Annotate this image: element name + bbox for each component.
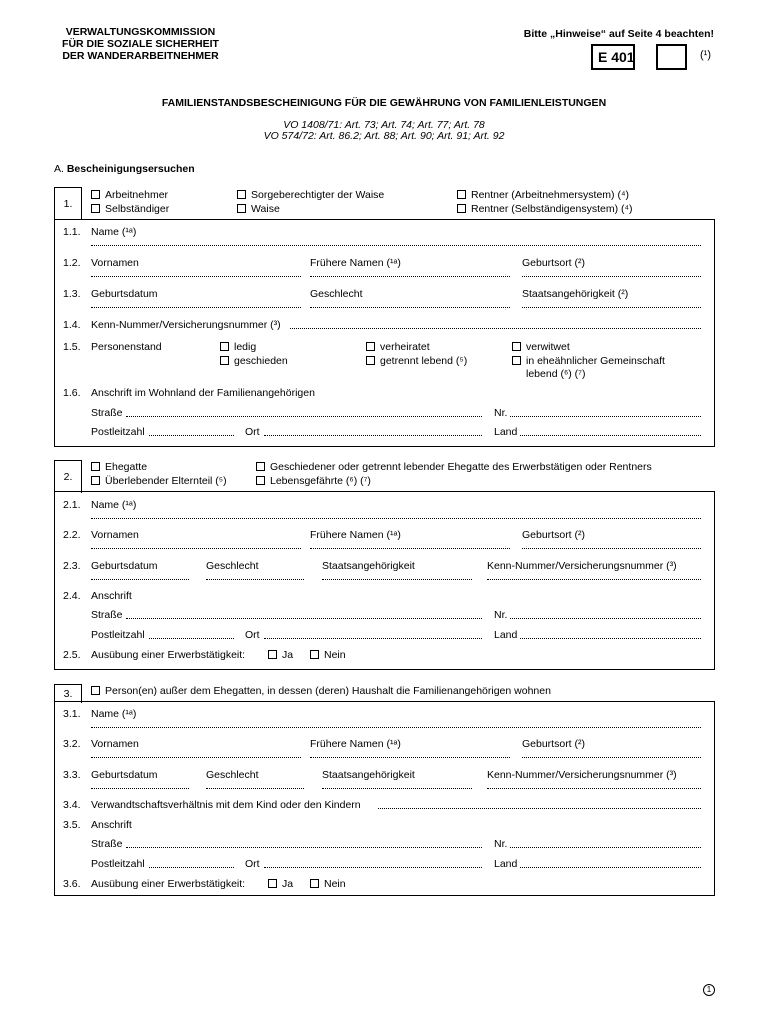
checkbox-nein[interactable] bbox=[310, 878, 346, 890]
field-label-staatsangehoerigkeit: Staatsangehörigkeit bbox=[322, 560, 415, 572]
vornamen-field[interactable] bbox=[91, 276, 301, 277]
field-label-fruehere-namen: Frühere Namen (¹ᵃ) bbox=[310, 738, 401, 750]
row-number: 2.4. bbox=[63, 590, 81, 602]
section-3-number: 3. bbox=[54, 684, 82, 703]
row-number: 1.3. bbox=[63, 288, 81, 300]
vornamen-field[interactable] bbox=[91, 757, 301, 758]
nr-field[interactable] bbox=[510, 847, 701, 848]
field-label-geburtsort: Geburtsort (²) bbox=[522, 529, 586, 541]
field-label-erwerbstaetigkeit: Ausübung einer Erwerbstätigkeit: bbox=[91, 649, 246, 661]
geschlecht-field[interactable] bbox=[310, 307, 510, 308]
checkbox-ehegatte[interactable] bbox=[91, 461, 147, 473]
checkbox-selbstaendiger[interactable] bbox=[91, 203, 169, 215]
field-label-kenn-nummer: Kenn-Nummer/Versicherungsnummer (³) bbox=[91, 319, 281, 331]
checkbox-icon[interactable] bbox=[220, 342, 229, 351]
field-label-vornamen: Vornamen bbox=[91, 738, 139, 750]
strasse-field[interactable] bbox=[126, 416, 482, 417]
checkbox-icon[interactable] bbox=[457, 204, 466, 213]
field-label-name: Name (¹ᵃ) bbox=[91, 499, 137, 511]
checkbox-label: in eheähnlicher Gemeinschaft bbox=[526, 355, 665, 367]
checkbox-label: Ja bbox=[282, 649, 294, 661]
vornamen-field[interactable] bbox=[91, 548, 301, 549]
name-field[interactable] bbox=[91, 245, 701, 246]
geschlecht-field[interactable] bbox=[206, 579, 304, 580]
regulation-line-1: VO 1408/71: Art. 73; Art. 74; Art. 77; Art. 78 bbox=[283, 119, 485, 131]
row-number: 3.2. bbox=[63, 738, 81, 750]
field-label-vornamen: Vornamen bbox=[91, 257, 139, 269]
section-2-number: 2. bbox=[54, 460, 82, 493]
field-label-geburtsdatum: Geburtsdatum bbox=[91, 560, 158, 572]
name-field[interactable] bbox=[91, 727, 701, 728]
label-land: Land bbox=[494, 858, 518, 870]
checkbox-label: Geschiedener oder getrennt lebender Ehegatte des Erwerbstätigen oder Rentners bbox=[270, 461, 652, 473]
label-ort: Ort bbox=[245, 629, 260, 641]
checkbox-eheaehnlich-label-2: lebend (⁶) (⁷) bbox=[526, 368, 586, 380]
field-label-name: Name (¹ᵃ) bbox=[91, 708, 137, 720]
checkbox-icon[interactable] bbox=[91, 462, 100, 471]
page-number-circle: 1 bbox=[703, 984, 715, 996]
row-number: 1.2. bbox=[63, 257, 81, 269]
checkbox-icon[interactable] bbox=[237, 204, 246, 213]
checkbox-icon[interactable] bbox=[457, 190, 466, 199]
label-nr: Nr. bbox=[494, 609, 508, 621]
checkbox-rentner-arbeitnehmer[interactable] bbox=[457, 189, 629, 201]
geschlecht-field[interactable] bbox=[206, 788, 304, 789]
checkbox-label: Lebensgefährte (⁶) (⁷) bbox=[270, 475, 371, 487]
strasse-field[interactable] bbox=[126, 618, 482, 619]
row-number: 1.5. bbox=[63, 341, 81, 353]
checkbox-label: Ehegatte bbox=[105, 461, 148, 473]
row-number: 1.6. bbox=[63, 387, 81, 399]
staatsangehoerigkeit-field[interactable] bbox=[522, 307, 701, 308]
label-land: Land bbox=[494, 426, 518, 438]
nr-field[interactable] bbox=[510, 416, 701, 417]
checkbox-label: Nein bbox=[324, 649, 346, 661]
checkbox-label: verwitwet bbox=[526, 341, 570, 353]
row-number: 1.4. bbox=[63, 319, 81, 331]
geburtsdatum-field[interactable] bbox=[91, 579, 189, 580]
fruehere-namen-field[interactable] bbox=[310, 276, 510, 277]
field-label-kenn-nummer: Kenn-Nummer/Versicherungsnummer (³) bbox=[487, 769, 677, 781]
section-a-heading bbox=[54, 163, 195, 175]
checkbox-label: Person(en) außer dem Ehegatten, in dessen (deren) Haushalt die Familienangehörigen wohnen bbox=[105, 685, 551, 697]
checkbox-icon[interactable] bbox=[91, 204, 100, 213]
row-number: 3.1. bbox=[63, 708, 81, 720]
label-postleitzahl: Postleitzahl bbox=[91, 858, 145, 870]
checkbox-label: Ja bbox=[282, 878, 294, 890]
row-number: 2.3. bbox=[63, 560, 81, 572]
checkbox-label: getrennt lebend (⁵) bbox=[380, 355, 468, 367]
field-label-geschlecht: Geschlecht bbox=[310, 288, 363, 300]
kenn-nummer-field[interactable] bbox=[290, 328, 701, 329]
form-code-footnote: (¹) bbox=[700, 49, 711, 61]
label-nr: Nr. bbox=[494, 407, 508, 419]
section-1-number: 1. bbox=[54, 187, 82, 220]
checkbox-nein[interactable] bbox=[310, 649, 346, 661]
form-extra-box[interactable] bbox=[656, 44, 687, 70]
checkbox-label: ledig bbox=[234, 341, 257, 353]
postleitzahl-field[interactable] bbox=[149, 638, 234, 639]
checkbox-getrennt-lebend[interactable] bbox=[366, 355, 467, 367]
checkbox-icon[interactable] bbox=[310, 650, 319, 659]
field-label-vornamen: Vornamen bbox=[91, 529, 139, 541]
geburtsdatum-field[interactable] bbox=[91, 788, 189, 789]
field-label-name: Name (¹ᵃ) bbox=[91, 226, 137, 238]
field-label-anschrift: Anschrift bbox=[91, 590, 132, 602]
geburtsort-field[interactable] bbox=[522, 548, 701, 549]
checkbox-arbeitnehmer[interactable] bbox=[91, 189, 168, 201]
issuing-authority bbox=[58, 26, 223, 62]
checkbox-ledig[interactable] bbox=[220, 341, 256, 353]
checkbox-sorgeberechtigter[interactable] bbox=[237, 189, 384, 201]
checkbox-person-haushalt[interactable] bbox=[91, 685, 551, 697]
checkbox-icon[interactable] bbox=[91, 476, 100, 485]
checkbox-verheiratet[interactable] bbox=[366, 341, 430, 353]
checkbox-icon[interactable] bbox=[220, 356, 229, 365]
checkbox-label: Rentner (Selbständigensystem) (⁴) bbox=[471, 203, 633, 215]
field-label-personenstand: Personenstand bbox=[91, 341, 162, 353]
checkbox-ja[interactable] bbox=[268, 878, 293, 890]
regulation-line-2: VO 574/72: Art. 86.2; Art. 88; Art. 90; Art. 91; Art. 92 bbox=[263, 130, 505, 142]
checkbox-rentner-selbstaendige[interactable] bbox=[457, 203, 633, 215]
ort-field[interactable] bbox=[264, 867, 482, 868]
form-code-box: E 401 bbox=[591, 44, 635, 70]
field-label-geschlecht: Geschlecht bbox=[206, 560, 259, 572]
checkbox-icon[interactable] bbox=[310, 879, 319, 888]
checkbox-label: Sorgeberechtigter der Waise bbox=[251, 189, 385, 201]
geburtsort-field[interactable] bbox=[522, 757, 701, 758]
field-label-geburtsdatum: Geburtsdatum bbox=[91, 288, 158, 300]
field-label-geburtsort: Geburtsort (²) bbox=[522, 738, 586, 750]
label-nr: Nr. bbox=[494, 838, 508, 850]
authority-line-1: VERWALTUNGSKOMMISSION bbox=[65, 26, 216, 38]
field-label-staatsangehoerigkeit: Staatsangehörigkeit bbox=[322, 769, 415, 781]
checkbox-eheaehnlich[interactable] bbox=[512, 355, 665, 367]
land-field[interactable] bbox=[520, 638, 701, 639]
row-number: 1.1. bbox=[63, 226, 81, 238]
staatsangehoerigkeit-field[interactable] bbox=[322, 579, 472, 580]
verwandtschaft-field[interactable] bbox=[378, 808, 701, 809]
land-field[interactable] bbox=[520, 867, 701, 868]
checkbox-icon[interactable] bbox=[91, 190, 100, 199]
row-number: 3.3. bbox=[63, 769, 81, 781]
field-label-geschlecht: Geschlecht bbox=[206, 769, 259, 781]
field-label-fruehere-namen: Frühere Namen (¹ᵃ) bbox=[310, 529, 401, 541]
checkbox-icon[interactable] bbox=[237, 190, 246, 199]
row-number: 2.1. bbox=[63, 499, 81, 511]
fruehere-namen-field[interactable] bbox=[310, 548, 510, 549]
checkbox-label: Arbeitnehmer bbox=[105, 189, 169, 201]
section-a-title: Bescheinigungsersuchen bbox=[66, 163, 195, 175]
authority-line-2: FÜR DIE SOZIALE SICHERHEIT bbox=[62, 38, 219, 50]
ort-field[interactable] bbox=[264, 435, 482, 436]
field-label-staatsangehoerigkeit: Staatsangehörigkeit (²) bbox=[522, 288, 629, 300]
checkbox-icon[interactable] bbox=[366, 342, 375, 351]
name-field[interactable] bbox=[91, 518, 701, 519]
label-strasse: Straße bbox=[91, 838, 123, 850]
field-label-erwerbstaetigkeit: Ausübung einer Erwerbstätigkeit: bbox=[91, 878, 246, 890]
checkbox-icon[interactable] bbox=[366, 356, 375, 365]
kenn-nummer-field[interactable] bbox=[487, 788, 701, 789]
land-field[interactable] bbox=[520, 435, 701, 436]
field-label-anschrift: Anschrift im Wohnland der Familienangehörigen bbox=[91, 387, 315, 399]
field-label-anschrift: Anschrift bbox=[91, 819, 132, 831]
checkbox-geschieden[interactable] bbox=[220, 355, 288, 367]
checkbox-icon[interactable] bbox=[91, 686, 100, 695]
row-number: 2.2. bbox=[63, 529, 81, 541]
strasse-field[interactable] bbox=[126, 847, 482, 848]
form-title: FAMILIENSTANDSBESCHEINIGUNG FÜR DIE GEWÄHRUNG VON FAMILIENLEISTUNGEN bbox=[161, 97, 607, 109]
checkbox-icon[interactable] bbox=[512, 342, 521, 351]
checkbox-icon[interactable] bbox=[512, 356, 521, 365]
section-a-prefix: A. bbox=[54, 163, 64, 175]
checkbox-geschiedener-ehegatte[interactable] bbox=[256, 461, 652, 473]
field-label-fruehere-namen: Frühere Namen (¹ᵃ) bbox=[310, 257, 401, 269]
checkbox-lebensgefaehrte[interactable] bbox=[256, 475, 371, 487]
field-label-geburtsdatum: Geburtsdatum bbox=[91, 769, 158, 781]
geburtsort-field[interactable] bbox=[522, 276, 701, 277]
label-postleitzahl: Postleitzahl bbox=[91, 629, 145, 641]
label-postleitzahl: Postleitzahl bbox=[91, 426, 145, 438]
row-number: 3.5. bbox=[63, 819, 81, 831]
checkbox-waise[interactable] bbox=[237, 203, 280, 215]
checkbox-label: Rentner (Arbeitnehmersystem) (⁴) bbox=[471, 189, 629, 201]
instructions-note: Bitte „Hinweise“ auf Seite 4 beachten! bbox=[523, 28, 714, 40]
field-label-geburtsort: Geburtsort (²) bbox=[522, 257, 586, 269]
checkbox-label: Nein bbox=[324, 878, 346, 890]
row-number: 3.4. bbox=[63, 799, 81, 811]
postleitzahl-field[interactable] bbox=[149, 435, 234, 436]
checkbox-icon[interactable] bbox=[268, 650, 277, 659]
kenn-nummer-field[interactable] bbox=[487, 579, 701, 580]
checkbox-label: Überlebender Elternteil (⁵) bbox=[105, 475, 227, 487]
label-land: Land bbox=[494, 629, 518, 641]
label-strasse: Straße bbox=[91, 609, 123, 621]
checkbox-label: geschieden bbox=[234, 355, 288, 367]
authority-line-3: DER WANDERARBEITNEHMER bbox=[62, 50, 219, 62]
checkbox-icon[interactable] bbox=[256, 462, 265, 471]
row-number: 3.6. bbox=[63, 878, 81, 890]
checkbox-icon[interactable] bbox=[268, 879, 277, 888]
checkbox-icon[interactable] bbox=[256, 476, 265, 485]
checkbox-verwitwet[interactable] bbox=[512, 341, 570, 353]
checkbox-ja[interactable] bbox=[268, 649, 293, 661]
fruehere-namen-field[interactable] bbox=[310, 757, 510, 758]
section-1-frame bbox=[54, 219, 715, 447]
label-ort: Ort bbox=[245, 426, 260, 438]
label-ort: Ort bbox=[245, 858, 260, 870]
field-label-kenn-nummer: Kenn-Nummer/Versicherungsnummer (³) bbox=[487, 560, 677, 572]
field-label-verwandtschaft: Verwandtschaftsverhältnis mit dem Kind oder den Kindern bbox=[91, 799, 361, 811]
checkbox-label: Waise bbox=[251, 203, 280, 215]
checkbox-label: Selbständiger bbox=[105, 203, 170, 215]
label-strasse: Straße bbox=[91, 407, 123, 419]
nr-field[interactable] bbox=[510, 618, 701, 619]
checkbox-label: verheiratet bbox=[380, 341, 430, 353]
checkbox-ueberlebender-elternteil[interactable] bbox=[91, 475, 227, 487]
geburtsdatum-field[interactable] bbox=[91, 307, 301, 308]
ort-field[interactable] bbox=[264, 638, 482, 639]
staatsangehoerigkeit-field[interactable] bbox=[322, 788, 472, 789]
row-number: 2.5. bbox=[63, 649, 81, 661]
postleitzahl-field[interactable] bbox=[149, 867, 234, 868]
